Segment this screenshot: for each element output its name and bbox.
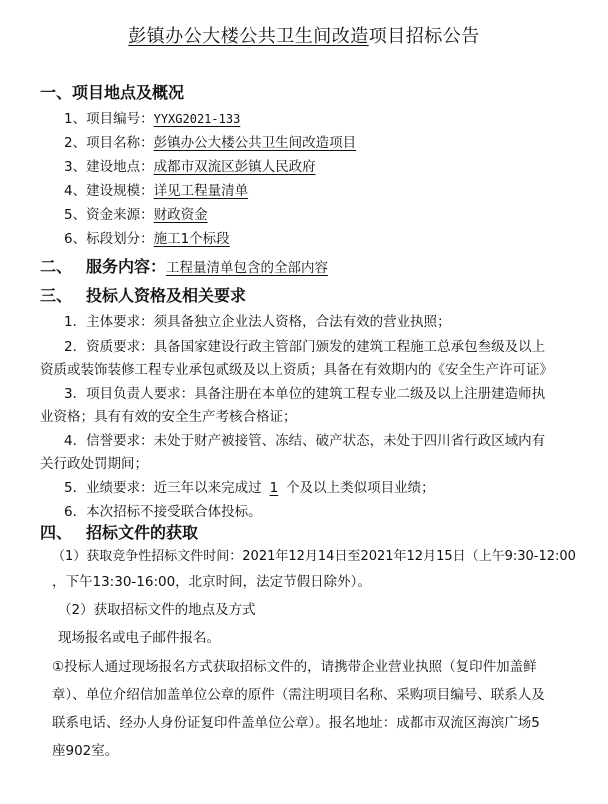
s3-line-joint-bid: 6．本次招标不接受联合体投标。 xyxy=(64,504,262,520)
s1-item-label: 4、建设规模： xyxy=(64,183,154,199)
section3-heading xyxy=(40,283,246,306)
s3-performance-count: 1 xyxy=(269,480,279,496)
s4-line-5: ①投标人通过现场报名方式获取招标文件的，请携带企业营业执照（复印件加盖鲜 xyxy=(52,659,537,675)
s1-item-5 xyxy=(64,203,208,223)
s4-line-8: 座902室。 xyxy=(52,743,119,759)
s3-line-2: 2．资质要求：具备国家建设行政主管部门颁发的建筑工程施工总承包叁级及以上 xyxy=(64,339,546,355)
s3-performance-suffix: 个及以上类似项目业绩； xyxy=(286,480,435,496)
title-suffix: 项目招标公告 xyxy=(368,26,480,47)
s3-line-4: 3．项目负责人要求：具备注册在本单位的建筑工程专业二级及以上注册建造师执 xyxy=(64,386,546,402)
s1-item-label: 2、项目名称： xyxy=(64,135,154,151)
section1-heading: 一、项目地点及概况 xyxy=(40,83,185,102)
s1-item-value: 财政资金 xyxy=(153,207,208,223)
s1-item-value: YYXG2021-133 xyxy=(153,112,241,126)
s3-line-7: 关行政处罚期间； xyxy=(40,456,148,472)
s4-line-1: （1）获取竞争性招标文件时间：2021年12月14日至2021年12月15日（上午9:30-12:00 xyxy=(52,549,576,564)
s3-line-6: 4．信誉要求：未处于财产被接管、冻结、破产状态，未处于四川省行政区域内有 xyxy=(64,433,546,449)
section2-heading: 二、 xyxy=(40,257,73,276)
s1-item-label: 6、标段划分： xyxy=(64,231,154,247)
s1-item-label: 1、项目编号： xyxy=(64,111,154,127)
title-project-name: 彭镇办公大楼公共卫生间改造 xyxy=(128,26,369,47)
s1-item-value: 施工1个标段 xyxy=(153,231,230,247)
s1-item-3 xyxy=(64,155,316,175)
section2 xyxy=(40,254,328,277)
s3-line-3: 资质或装饰装修工程专业承包贰级及以上资质；具备在有效期内的《安全生产许可证》 xyxy=(40,362,553,378)
s4-line-7: 联系电话、经办人身份证复印件盖单位公章）。报名地址：成都市双流区海滨广场5 xyxy=(52,715,540,731)
section4-title: 招标文件的获取 xyxy=(86,523,199,542)
s4-line-3: （2）获取招标文件的地点及方式 xyxy=(58,602,256,618)
s4-line-2: ，下午13:30-16:00，北京时间，法定节假日除外）。 xyxy=(52,574,371,590)
section4-heading xyxy=(40,520,198,543)
section3-number: 三、 xyxy=(40,286,73,305)
section2-heading-label: 服务内容： xyxy=(86,257,167,276)
s1-item-label: 3、建设地点： xyxy=(64,159,154,175)
s1-item-1 xyxy=(64,107,240,127)
s1-item-value: 彭镇办公大楼公共卫生间改造项目 xyxy=(153,135,357,151)
s3-performance-prefix: 5．业绩要求：近三年以来完成过 xyxy=(64,480,262,496)
s1-item-value: 详见工程量清单 xyxy=(153,183,249,199)
s1-item-6 xyxy=(64,227,230,247)
s1-item-label: 5、资金来源： xyxy=(64,207,154,223)
s4-line-4: 现场报名或电子邮件报名。 xyxy=(58,630,220,646)
document-title xyxy=(0,22,608,48)
s3-line-1: 1．主体要求：须具备独立企业法人资格，合法有效的营业执照； xyxy=(64,314,451,330)
s1-item-2 xyxy=(64,131,356,151)
s4-line-6: 章）、单位介绍信加盖单位公章的原件（需注明项目名称、采购项目编号、联系人及 xyxy=(52,687,545,703)
section2-value: 工程量清单包含的全部内容 xyxy=(166,260,329,276)
s3-line-5: 业资格；具有有效的安全生产考核合格证； xyxy=(40,409,297,425)
s1-item-4 xyxy=(64,179,248,199)
section3-title: 投标人资格及相关要求 xyxy=(86,286,247,305)
s3-line-performance xyxy=(64,476,435,496)
section4-number: 四、 xyxy=(40,523,73,542)
s1-item-value: 成都市双流区彭镇人民政府 xyxy=(153,159,316,175)
